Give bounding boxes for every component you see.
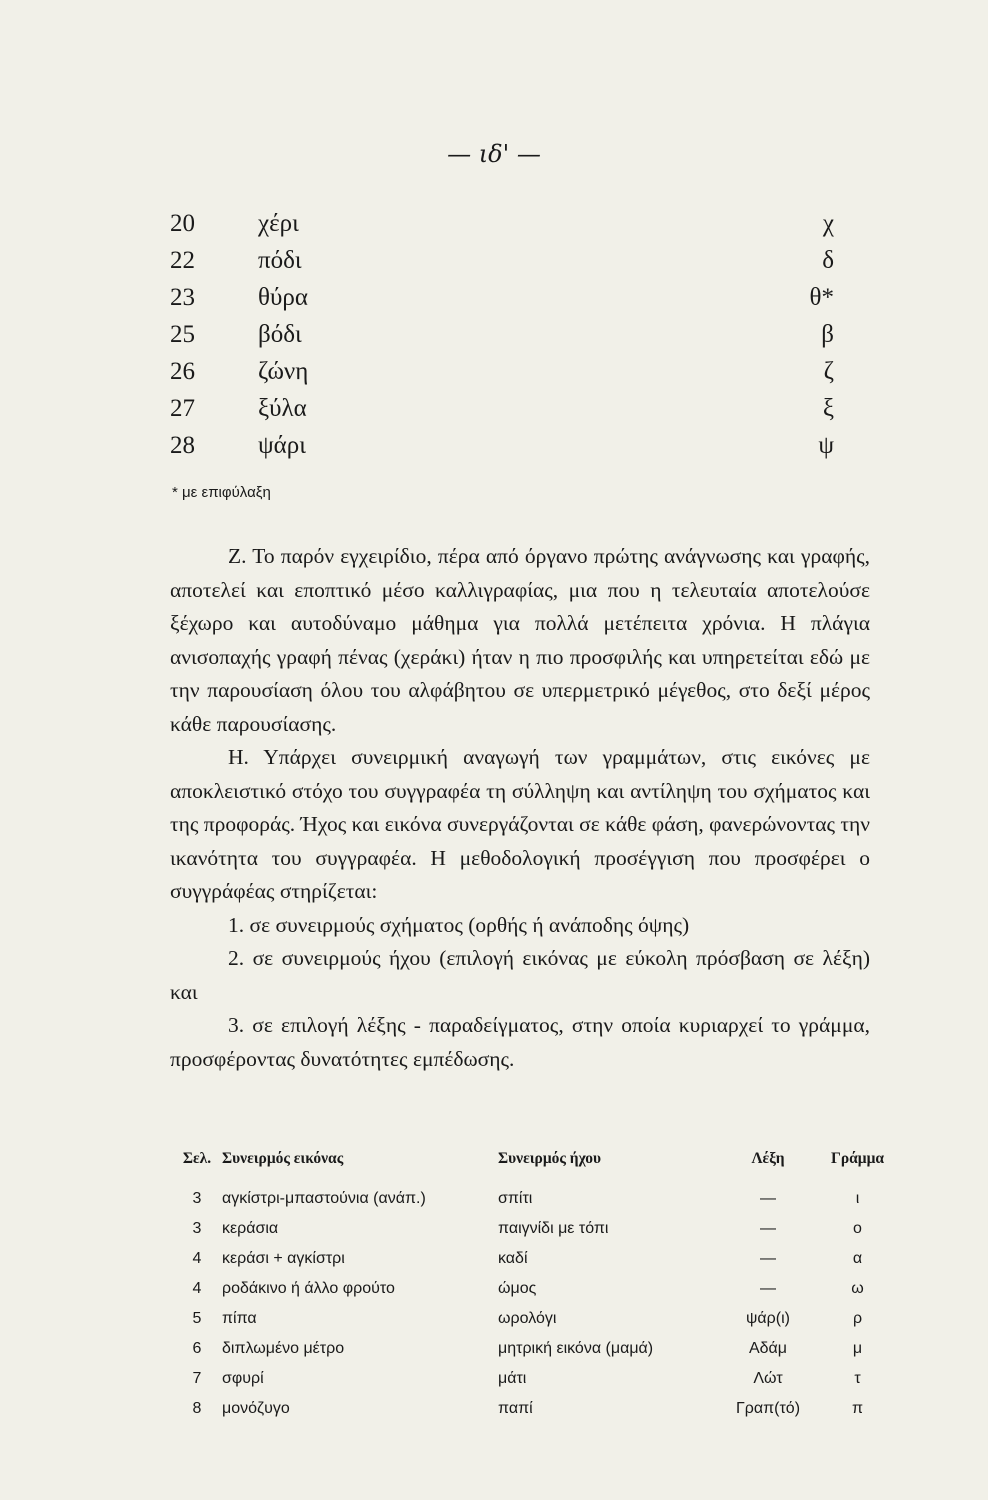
method-list	[170, 909, 870, 1077]
list-item	[170, 321, 850, 358]
list-item	[170, 247, 850, 284]
table-cell: Αδάμ	[748, 1340, 788, 1357]
list-item	[170, 210, 850, 247]
example-word: πόδι	[258, 247, 302, 274]
page-ref: 20	[170, 210, 195, 237]
letter: θ*	[809, 284, 834, 311]
association-table	[172, 1150, 897, 1424]
table-cell: 5	[192, 1310, 202, 1327]
table-cell: 4	[192, 1250, 202, 1267]
table-row	[172, 1214, 897, 1244]
letter: β	[821, 321, 834, 348]
page-ref: 25	[170, 321, 195, 348]
table-row	[172, 1304, 897, 1334]
page-ref: 23	[170, 284, 195, 311]
table-cell: ώμος	[498, 1280, 537, 1297]
list-item	[170, 284, 850, 321]
list-item: 2. σε συνειρμούς ήχου (επιλογή εικόνας με εύκολη πρόσβαση σε λέξη) και	[170, 946, 870, 1004]
table-cell: —	[760, 1280, 776, 1297]
list-item: 3. σε επιλογή λέξης - παραδείγματος, στην οποία κυριαρχεί το γράμμα, προσφέροντας δυνατότητες εμπέδωσης.	[170, 1013, 870, 1071]
paragraph-h: Η. Υπάρχει συνειρμική αναγωγή των γραμμάτων, στις εικόνες με αποκλειστικό στόχο του συγγραφέα τη σύλληψη και αντίληψη του σχήματος και της προφοράς. Ήχος και εικόνα συνεργάζονται σε κάθε φάση, φανερώνοντας την ικανότητα του συγγραφέα. Η μεθοδολογική προσέγγιση που προσφέρει ο συγγράφέας στηρίζεται:	[170, 745, 870, 903]
column-header: Λέξη	[751, 1150, 785, 1167]
table-cell: π	[851, 1400, 864, 1417]
letter: ζ	[823, 358, 834, 385]
table-cell: μητρική εικόνα (μαμά)	[498, 1340, 654, 1357]
word-letter-list	[170, 210, 850, 469]
table-cell: 3	[192, 1220, 202, 1237]
table-row	[172, 1274, 897, 1304]
table-cell: ω	[851, 1280, 864, 1297]
table-cell: —	[760, 1220, 776, 1237]
footnote: * με επιφύλαξη	[172, 484, 271, 501]
example-word: ξύλα	[258, 395, 307, 422]
list-item: 1. σε συνειρμούς σχήματος (ορθής ή ανάποδης όψης)	[228, 912, 690, 937]
table-cell: Γραπ(τό)	[735, 1400, 801, 1417]
example-word: βόδι	[258, 321, 302, 348]
column-header: Συνειρμός ήχου	[498, 1150, 602, 1167]
example-word: ψάρι	[258, 432, 306, 459]
page-ref: 22	[170, 247, 195, 274]
paragraph-z: Ζ. Το παρόν εγχειρίδιο, πέρα από όργανο πρώτης ανάγνωσης και γραφής, αποτελεί και εποπτικό μέσο καλλιγραφίας, μια που η τελευταία αποτελούσε ξέχωρο και αυτοδύναμο μάθημα για πολλά μετέπειτα χρόνια. Η πλάγια ανισοπαχής γραφή πένας (χεράκι) ήταν η πιο προσφιλής και υπηρετείται εδώ με την παρουσίαση όλου του αλφάβητου σε υπερμετρικό μέγεθος, στο δεξί μέρος κάθε παρουσίασης.	[170, 544, 870, 736]
table-cell: σπίτι	[498, 1190, 533, 1207]
table-cell: μονόζυγο	[222, 1400, 290, 1417]
letter: χ	[822, 210, 834, 237]
table-cell: —	[760, 1190, 776, 1207]
table-cell: τ	[854, 1370, 861, 1387]
table-cell: μάτι	[498, 1370, 527, 1387]
example-word: θύρα	[258, 284, 308, 311]
table-cell: διπλωμένο μέτρο	[222, 1340, 345, 1357]
table-cell: παιγνίδι με τόπι	[498, 1220, 609, 1237]
table-cell: ψάρ(ι)	[746, 1310, 790, 1327]
table-cell: ι	[855, 1190, 860, 1207]
list-item	[170, 358, 850, 395]
table-cell: Λώτ	[753, 1370, 783, 1387]
example-word: χέρι	[258, 210, 299, 237]
body-text	[170, 540, 870, 1076]
table-cell: ροδάκινο ή άλλο φρούτο	[222, 1280, 395, 1297]
table-cell: μ	[852, 1340, 863, 1357]
table-row	[172, 1394, 897, 1424]
table-row	[172, 1244, 897, 1274]
table-cell: ρ	[852, 1310, 863, 1327]
table-cell: αγκίστρι-μπαστούνια (ανάπ.)	[222, 1190, 426, 1207]
table-cell: 4	[192, 1280, 202, 1297]
list-item	[170, 432, 850, 469]
letter: ξ	[822, 395, 834, 422]
table-row	[172, 1184, 897, 1214]
table-cell: 7	[192, 1370, 202, 1387]
letter: δ	[822, 247, 834, 274]
table-cell: ωρολόγι	[498, 1310, 557, 1327]
table-cell: σφυρί	[222, 1370, 264, 1387]
page-ref: 27	[170, 395, 195, 422]
table-cell: ο	[853, 1220, 862, 1237]
letter: ψ	[818, 432, 834, 459]
table-header-row	[172, 1150, 897, 1184]
table-cell: 3	[192, 1190, 202, 1207]
list-item	[170, 395, 850, 432]
page-ref: 28	[170, 432, 195, 459]
column-header: Συνειρμός εικόνας	[222, 1150, 344, 1167]
page-number: — ιδ' —	[447, 140, 541, 168]
table-cell: πίπα	[222, 1310, 257, 1327]
table-cell: παπί	[498, 1400, 533, 1417]
table-row	[172, 1334, 897, 1364]
table-cell: —	[760, 1250, 776, 1267]
table-cell: 8	[192, 1400, 202, 1417]
table-cell: 6	[192, 1340, 202, 1357]
table-row	[172, 1364, 897, 1394]
table-cell: καδί	[498, 1250, 528, 1267]
column-header: Σελ.	[182, 1150, 212, 1167]
page-ref: 26	[170, 358, 195, 385]
example-word: ζώνη	[258, 358, 309, 385]
table-cell: κεράσια	[222, 1220, 279, 1237]
column-header: Γράμμα	[830, 1150, 885, 1167]
table-cell: κεράσι + αγκίστρι	[222, 1250, 345, 1267]
table-cell: α	[852, 1250, 863, 1267]
